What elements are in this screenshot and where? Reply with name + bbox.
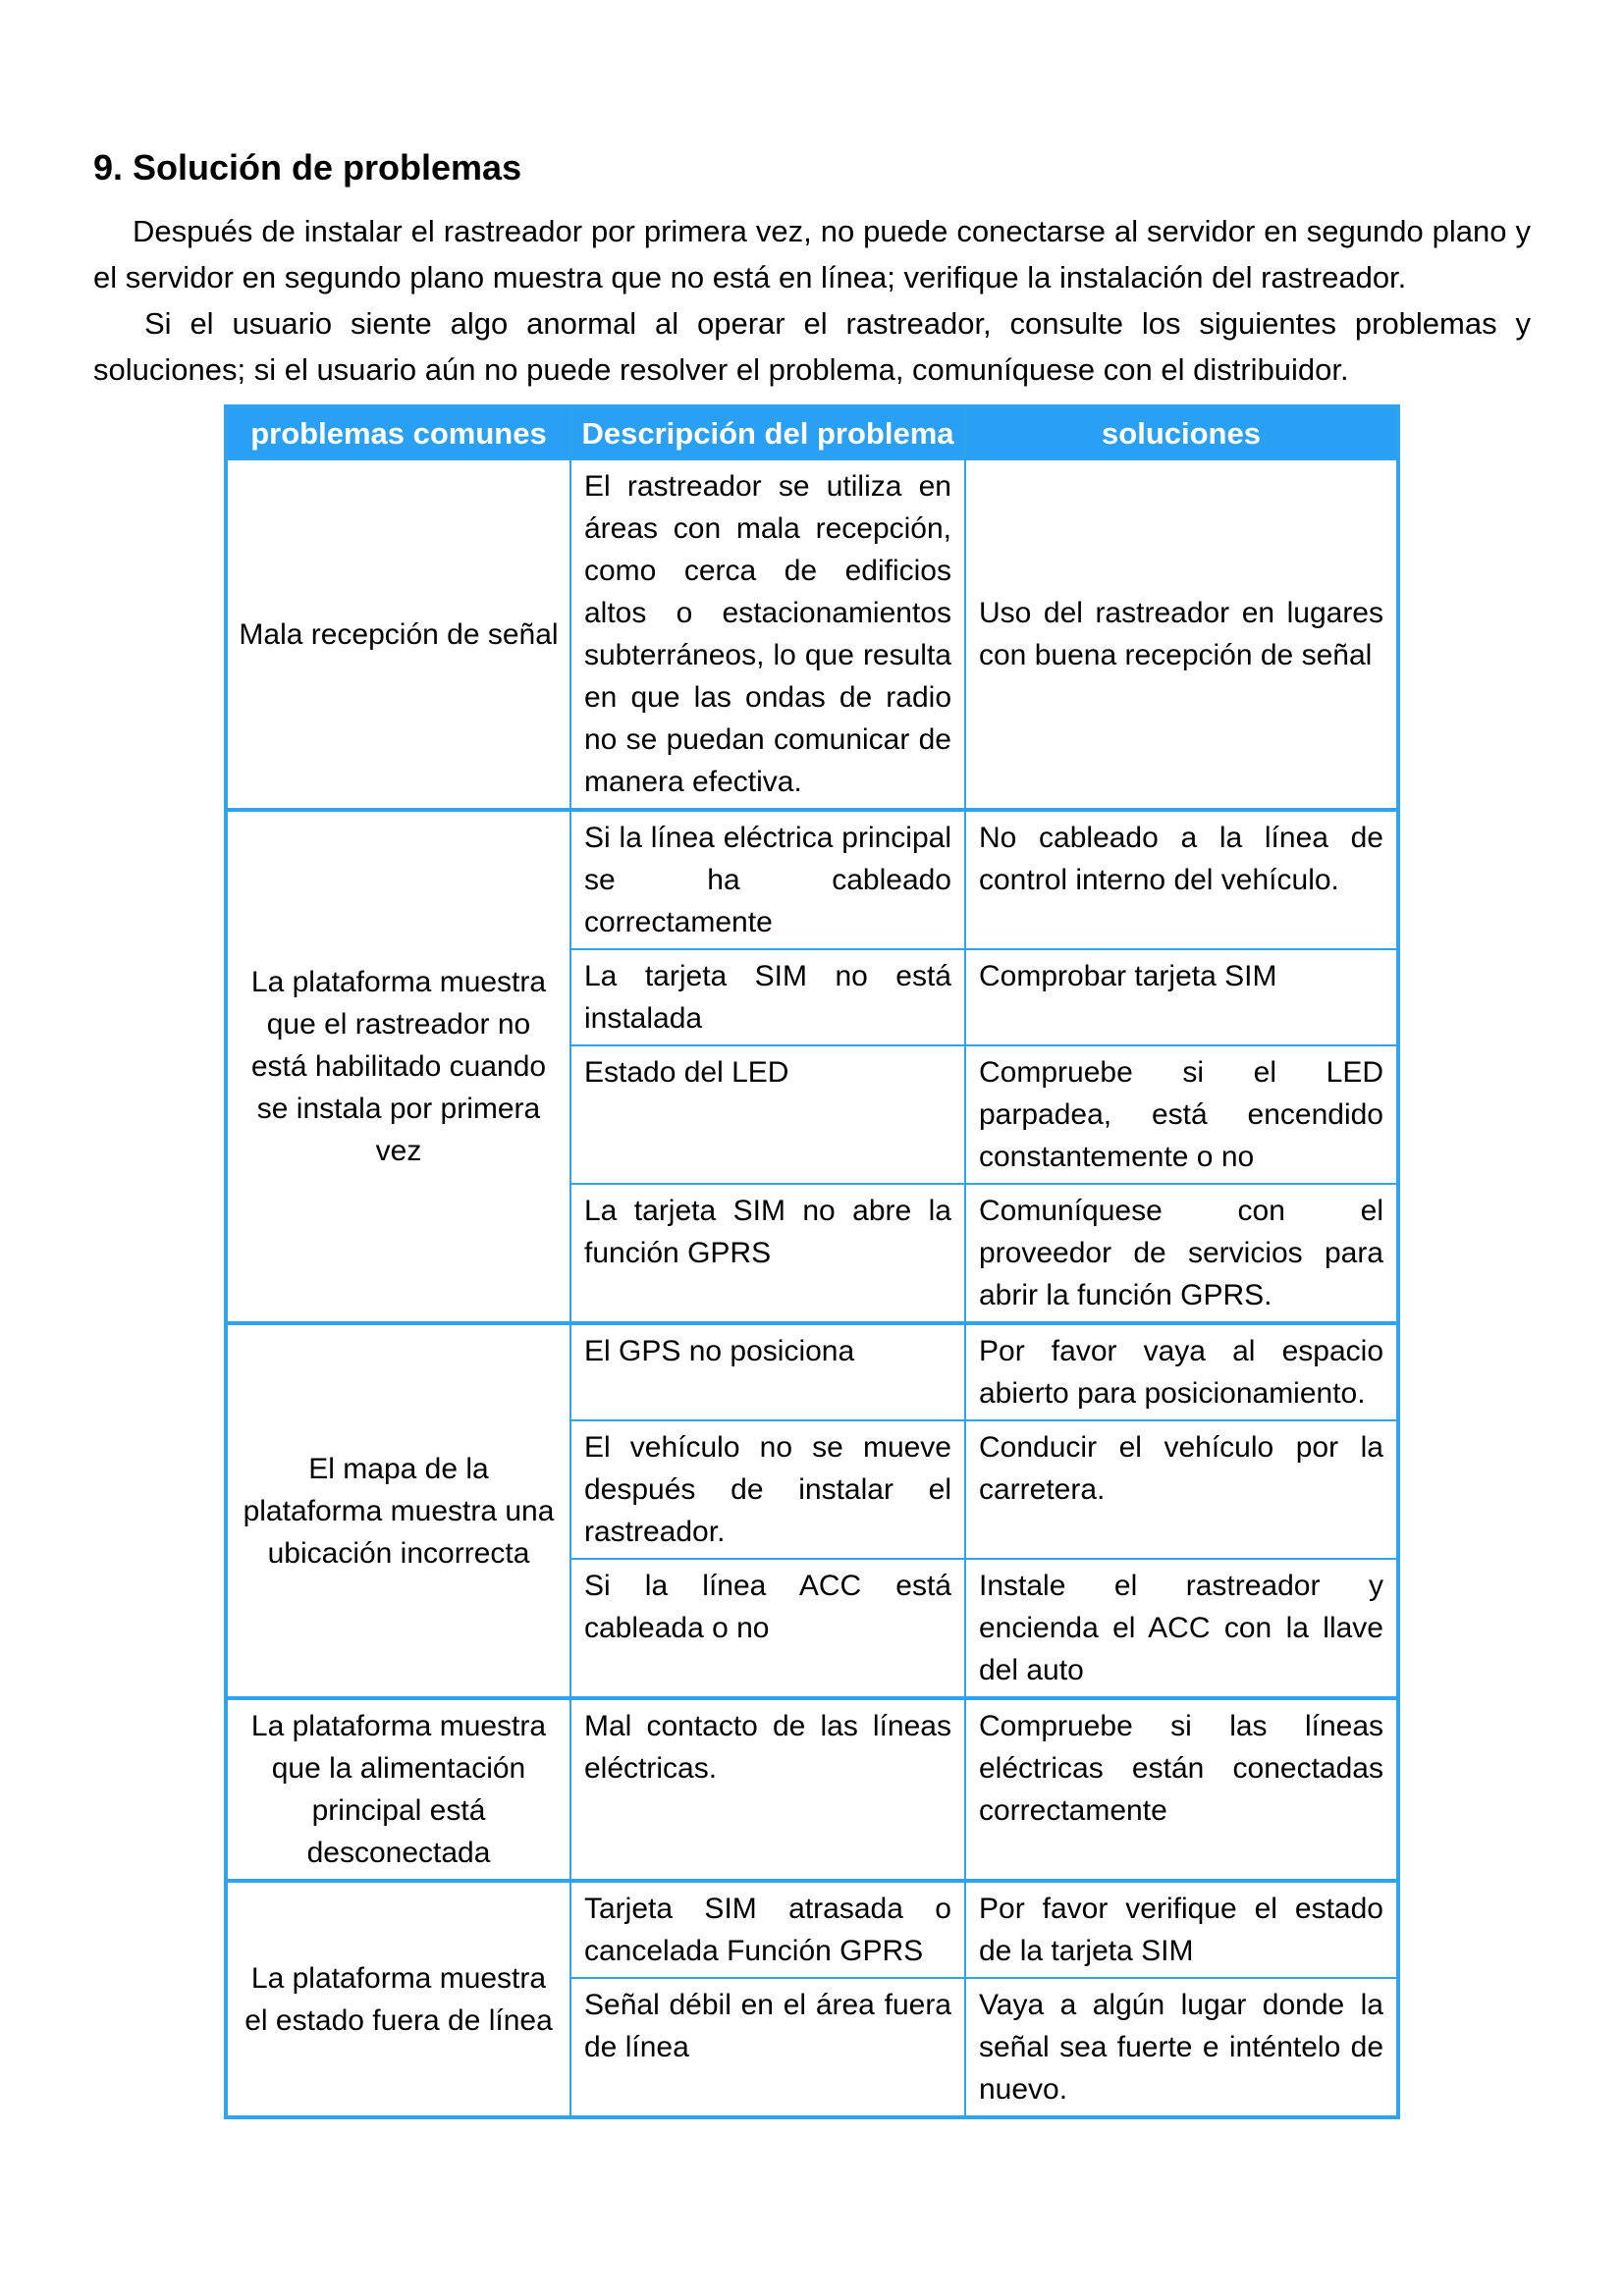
solution-cell: Instale el rastreador y encienda el ACC con la llave del auto	[965, 1559, 1398, 1698]
description-cell: El rastreador se utiliza en áreas con mala recepción, como cerca de edificios altos o estacionamientos subterráneos, lo que resulta en que las ondas de radio no se puedan comunicar de manera efectiva.	[570, 459, 965, 810]
description-cell: Si la línea ACC está cableada o no	[570, 1559, 965, 1698]
table-row	[226, 1323, 1398, 1420]
description-cell: Tarjeta SIM atrasada o cancelada Función GPRS	[570, 1881, 965, 1978]
solution-cell: Comprobar tarjeta SIM	[965, 949, 1398, 1045]
description-cell: Señal débil en el área fuera de línea	[570, 1978, 965, 2117]
header-solutions: soluciones	[965, 406, 1398, 459]
solution-cell: Por favor verifique el estado de la tarjeta SIM	[965, 1881, 1398, 1978]
solution-cell: Compruebe si el LED parpadea, está encendido constantemente o no	[965, 1045, 1398, 1184]
table-row	[226, 459, 1398, 810]
troubleshooting-table	[224, 404, 1400, 2119]
problem-cell: Mala recepción de señal	[226, 459, 570, 810]
table-header-row	[226, 406, 1398, 459]
table-row	[226, 1698, 1398, 1881]
solution-cell: Vaya a algún lugar donde la señal sea fuerte e inténtelo de nuevo.	[965, 1978, 1398, 2117]
table-row	[226, 1881, 1398, 1978]
intro-paragraph-1: Después de instalar el rastreador por primera vez, no puede conectarse al servidor en segundo plano y el servidor en segundo plano muestra que no está en línea; verifique la instalación del rastreador.	[93, 214, 1531, 294]
solution-cell: Comuníquese con el proveedor de servicios para abrir la función GPRS.	[965, 1184, 1398, 1323]
header-problem-description: Descripción del problema	[570, 406, 965, 459]
description-cell: Si la línea eléctrica principal se ha cableado correctamente	[570, 810, 965, 949]
problem-cell: La plataforma muestra que el rastreador no está habilitado cuando se instala por primera vez	[226, 810, 570, 1323]
description-cell: El GPS no posiciona	[570, 1323, 965, 1420]
problem-cell: El mapa de la plataforma muestra una ubicación incorrecta	[226, 1323, 570, 1698]
description-cell: Mal contacto de las líneas eléctricas.	[570, 1698, 965, 1881]
solution-cell: Conducir el vehículo por la carretera.	[965, 1420, 1398, 1559]
description-cell: El vehículo no se mueve después de instalar el rastreador.	[570, 1420, 965, 1559]
solution-cell: Uso del rastreador en lugares con buena recepción de señal	[965, 459, 1398, 810]
header-common-problems: problemas comunes	[226, 406, 570, 459]
solution-cell: Compruebe si las líneas eléctricas están conectadas correctamente	[965, 1698, 1398, 1881]
table-row	[226, 810, 1398, 949]
solution-cell: No cableado a la línea de control interno del vehículo.	[965, 810, 1398, 949]
description-cell: Estado del LED	[570, 1045, 965, 1184]
page-title: 9. Solución de problemas	[93, 147, 522, 187]
intro-paragraph-2: Si el usuario siente algo anormal al operar el rastreador, consulte los siguientes problemas y soluciones; si el usuario aún no puede resolver el problema, comuníquese con el distribuidor.	[93, 306, 1531, 387]
problem-cell: La plataforma muestra que la alimentación principal está desconectada	[226, 1698, 570, 1881]
description-cell: La tarjeta SIM no está instalada	[570, 949, 965, 1045]
solution-cell: Por favor vaya al espacio abierto para posicionamiento.	[965, 1323, 1398, 1420]
description-cell: La tarjeta SIM no abre la función GPRS	[570, 1184, 965, 1323]
problem-cell: La plataforma muestra el estado fuera de línea	[226, 1881, 570, 2117]
